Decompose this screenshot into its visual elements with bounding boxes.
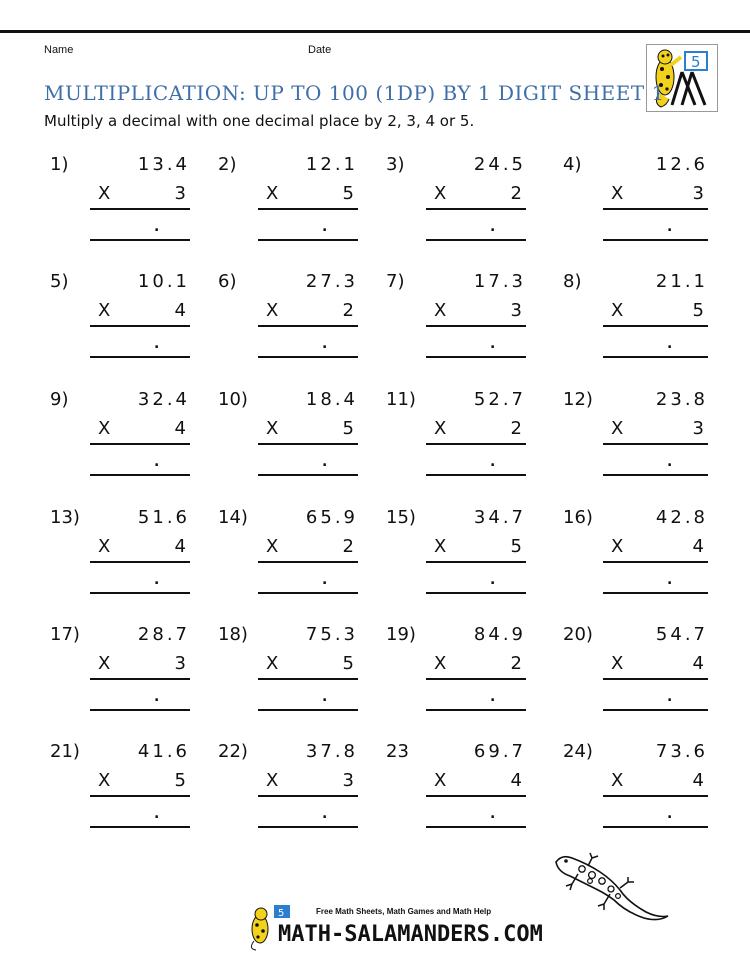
multiplicand: 27.3 <box>305 271 358 292</box>
operand-rule <box>258 678 358 680</box>
answer-line[interactable] <box>603 239 708 241</box>
multiply-sign: X <box>98 418 111 439</box>
operand-rule <box>426 443 526 445</box>
problem-number: 23 <box>386 741 409 762</box>
problem-6 <box>218 271 358 371</box>
multiplicand: 73.6 <box>655 741 708 762</box>
answer-line[interactable] <box>603 709 708 711</box>
problem-4 <box>563 154 708 254</box>
multiply-sign: X <box>266 300 279 321</box>
multiplicand: 12.6 <box>655 154 708 175</box>
problem-number: 13) <box>50 507 80 528</box>
operand-rule <box>258 208 358 210</box>
multiply-sign: X <box>98 770 111 791</box>
answer-line[interactable] <box>426 709 526 711</box>
problem-number: 16) <box>563 507 593 528</box>
problem-number: 21) <box>50 741 80 762</box>
multiplier: 5 <box>510 536 522 557</box>
problem-number: 15) <box>386 507 416 528</box>
problem-number: 17) <box>50 624 80 645</box>
answer-decimal-point: . <box>154 454 160 470</box>
multiplier: 2 <box>510 183 522 204</box>
multiply-sign: X <box>98 653 111 674</box>
problem-9 <box>50 389 190 489</box>
multiply-sign: X <box>266 183 279 204</box>
answer-line[interactable] <box>603 826 708 828</box>
instructions: Multiply a decimal with one decimal place by 2, 3, 4 or 5. <box>44 112 475 130</box>
multiplicand: 54.7 <box>655 624 708 645</box>
answer-line[interactable] <box>90 709 190 711</box>
operand-rule <box>90 208 190 210</box>
operand-rule <box>258 325 358 327</box>
multiplier: 2 <box>342 300 354 321</box>
problem-number: 6) <box>218 271 237 292</box>
answer-line[interactable] <box>90 592 190 594</box>
answer-line[interactable] <box>603 356 708 358</box>
multiply-sign: X <box>611 300 624 321</box>
answer-line[interactable] <box>426 826 526 828</box>
salamander-illustration-icon <box>548 850 673 925</box>
multiplicand: 24.5 <box>473 154 526 175</box>
answer-decimal-point: . <box>667 806 673 822</box>
problem-number: 11) <box>386 389 416 410</box>
problem-number: 12) <box>563 389 593 410</box>
problem-23 <box>386 741 526 841</box>
operand-rule <box>90 443 190 445</box>
multiply-sign: X <box>434 418 447 439</box>
answer-line[interactable] <box>90 826 190 828</box>
answer-line[interactable] <box>603 474 708 476</box>
problem-13 <box>50 507 190 607</box>
multiplier: 3 <box>692 183 704 204</box>
answer-decimal-point: . <box>322 336 328 352</box>
multiplicand: 37.8 <box>305 741 358 762</box>
multiplicand: 51.6 <box>137 507 190 528</box>
problem-19 <box>386 624 526 724</box>
answer-decimal-point: . <box>322 689 328 705</box>
operand-rule <box>426 325 526 327</box>
multiply-sign: X <box>611 770 624 791</box>
problem-16 <box>563 507 708 607</box>
footer-logo-badge: 5 <box>278 908 285 919</box>
answer-decimal-point: . <box>322 219 328 235</box>
problem-number: 18) <box>218 624 248 645</box>
answer-decimal-point: . <box>490 572 496 588</box>
multiplier: 4 <box>510 770 522 791</box>
multiplier: 2 <box>342 536 354 557</box>
multiplier: 3 <box>510 300 522 321</box>
operand-rule <box>603 208 708 210</box>
multiplicand: 52.7 <box>473 389 526 410</box>
problem-number: 14) <box>218 507 248 528</box>
multiply-sign: X <box>266 770 279 791</box>
operand-rule <box>258 795 358 797</box>
answer-decimal-point: . <box>154 219 160 235</box>
multiplier: 4 <box>174 300 186 321</box>
problem-number: 3) <box>386 154 405 175</box>
multiply-sign: X <box>266 653 279 674</box>
multiplicand: 10.1 <box>137 271 190 292</box>
multiply-sign: X <box>266 536 279 557</box>
multiplicand: 69.7 <box>473 741 526 762</box>
answer-decimal-point: . <box>667 336 673 352</box>
problem-7 <box>386 271 526 371</box>
answer-decimal-point: . <box>490 689 496 705</box>
problem-18 <box>218 624 358 724</box>
problem-5 <box>50 271 190 371</box>
page-title: MULTIPLICATION: UP TO 100 (1DP) BY 1 DIGIT SHEET 1 <box>44 81 665 105</box>
multiply-sign: X <box>98 536 111 557</box>
operand-rule <box>603 561 708 563</box>
answer-decimal-point: . <box>490 806 496 822</box>
problem-21 <box>50 741 190 841</box>
multiplier: 5 <box>174 770 186 791</box>
multiplicand: 21.1 <box>655 271 708 292</box>
multiply-sign: X <box>98 300 111 321</box>
multiplicand: 13.4 <box>137 154 190 175</box>
operand-rule <box>90 561 190 563</box>
multiplier: 5 <box>342 418 354 439</box>
answer-decimal-point: . <box>667 689 673 705</box>
multiply-sign: X <box>611 418 624 439</box>
problem-number: 24) <box>563 741 593 762</box>
answer-decimal-point: . <box>322 454 328 470</box>
multiply-sign: X <box>266 418 279 439</box>
operand-rule <box>258 443 358 445</box>
problem-12 <box>563 389 708 489</box>
answer-line[interactable] <box>426 239 526 241</box>
answer-line[interactable] <box>90 239 190 241</box>
multiplicand: 41.6 <box>137 741 190 762</box>
multiply-sign: X <box>434 653 447 674</box>
problem-17 <box>50 624 190 724</box>
answer-decimal-point: . <box>322 572 328 588</box>
answer-decimal-point: . <box>154 572 160 588</box>
answer-line[interactable] <box>603 592 708 594</box>
problem-number: 1) <box>50 154 69 175</box>
problem-10 <box>218 389 358 489</box>
answer-line[interactable] <box>258 592 358 594</box>
problem-2 <box>218 154 358 254</box>
problem-number: 4) <box>563 154 582 175</box>
operand-rule <box>90 325 190 327</box>
top-rule <box>0 30 750 33</box>
answer-line[interactable] <box>258 826 358 828</box>
answer-decimal-point: . <box>667 454 673 470</box>
operand-rule <box>603 325 708 327</box>
multiplier: 3 <box>342 770 354 791</box>
multiplier: 4 <box>692 653 704 674</box>
problem-8 <box>563 271 708 371</box>
multiply-sign: X <box>434 300 447 321</box>
operand-rule <box>603 678 708 680</box>
answer-decimal-point: . <box>154 689 160 705</box>
answer-decimal-point: . <box>490 336 496 352</box>
operand-rule <box>90 795 190 797</box>
answer-line[interactable] <box>258 474 358 476</box>
answer-decimal-point: . <box>490 219 496 235</box>
answer-line[interactable] <box>258 709 358 711</box>
multiplicand: 18.4 <box>305 389 358 410</box>
problem-14 <box>218 507 358 607</box>
problem-1 <box>50 154 190 254</box>
answer-line[interactable] <box>426 592 526 594</box>
multiplier: 3 <box>174 653 186 674</box>
problem-number: 7) <box>386 271 405 292</box>
problem-number: 2) <box>218 154 237 175</box>
problem-number: 8) <box>563 271 582 292</box>
logo-badge: 5 <box>691 53 701 71</box>
multiplicand: 23.8 <box>655 389 708 410</box>
operand-rule <box>426 678 526 680</box>
multiplicand: 12.1 <box>305 154 358 175</box>
problem-number: 10) <box>218 389 248 410</box>
operand-rule <box>603 795 708 797</box>
answer-line[interactable] <box>426 356 526 358</box>
multiply-sign: X <box>434 183 447 204</box>
operand-rule <box>603 443 708 445</box>
multiplicand: 28.7 <box>137 624 190 645</box>
answer-decimal-point: . <box>322 806 328 822</box>
problem-number: 20) <box>563 624 593 645</box>
answer-line[interactable] <box>258 356 358 358</box>
multiplicand: 65.9 <box>305 507 358 528</box>
multiplicand: 17.3 <box>473 271 526 292</box>
operand-rule <box>426 561 526 563</box>
multiplier: 5 <box>342 653 354 674</box>
multiply-sign: X <box>611 653 624 674</box>
multiplicand: 32.4 <box>137 389 190 410</box>
operand-rule <box>426 795 526 797</box>
answer-line[interactable] <box>258 239 358 241</box>
multiplier: 3 <box>692 418 704 439</box>
answer-decimal-point: . <box>667 219 673 235</box>
multiply-sign: X <box>98 183 111 204</box>
multiply-sign: X <box>611 536 624 557</box>
problem-11 <box>386 389 526 489</box>
answer-line[interactable] <box>90 356 190 358</box>
operand-rule <box>258 561 358 563</box>
multiplicand: 42.8 <box>655 507 708 528</box>
multiplier: 4 <box>174 418 186 439</box>
multiplicand: 75.3 <box>305 624 358 645</box>
problem-3 <box>386 154 526 254</box>
date-label: Date <box>308 44 332 56</box>
multiply-sign: X <box>434 536 447 557</box>
operand-rule <box>426 208 526 210</box>
answer-decimal-point: . <box>490 454 496 470</box>
multiply-sign: X <box>434 770 447 791</box>
multiplicand: 34.7 <box>473 507 526 528</box>
answer-decimal-point: . <box>154 806 160 822</box>
answer-decimal-point: . <box>154 336 160 352</box>
name-label: Name <box>44 44 74 56</box>
multiplier: 5 <box>342 183 354 204</box>
footer-tagline: Free Math Sheets, Math Games and Math Help <box>316 907 492 916</box>
problem-number: 5) <box>50 271 69 292</box>
operand-rule <box>90 678 190 680</box>
problem-number: 19) <box>386 624 416 645</box>
multiplier: 4 <box>692 770 704 791</box>
problem-number: 9) <box>50 389 69 410</box>
multiplier: 3 <box>174 183 186 204</box>
answer-decimal-point: . <box>667 572 673 588</box>
problem-20 <box>563 624 708 724</box>
answer-line[interactable] <box>90 474 190 476</box>
multiplier: 2 <box>510 418 522 439</box>
multiplier: 5 <box>692 300 704 321</box>
multiplier: 2 <box>510 653 522 674</box>
multiplicand: 84.9 <box>473 624 526 645</box>
answer-line[interactable] <box>426 474 526 476</box>
footer-site-link[interactable]: MATH-SALAMANDERS.COM <box>278 922 543 947</box>
problem-22 <box>218 741 358 841</box>
multiply-sign: X <box>611 183 624 204</box>
multiplier: 4 <box>692 536 704 557</box>
problem-number: 22) <box>218 741 248 762</box>
problem-24 <box>563 741 708 841</box>
problem-15 <box>386 507 526 607</box>
multiplier: 4 <box>174 536 186 557</box>
